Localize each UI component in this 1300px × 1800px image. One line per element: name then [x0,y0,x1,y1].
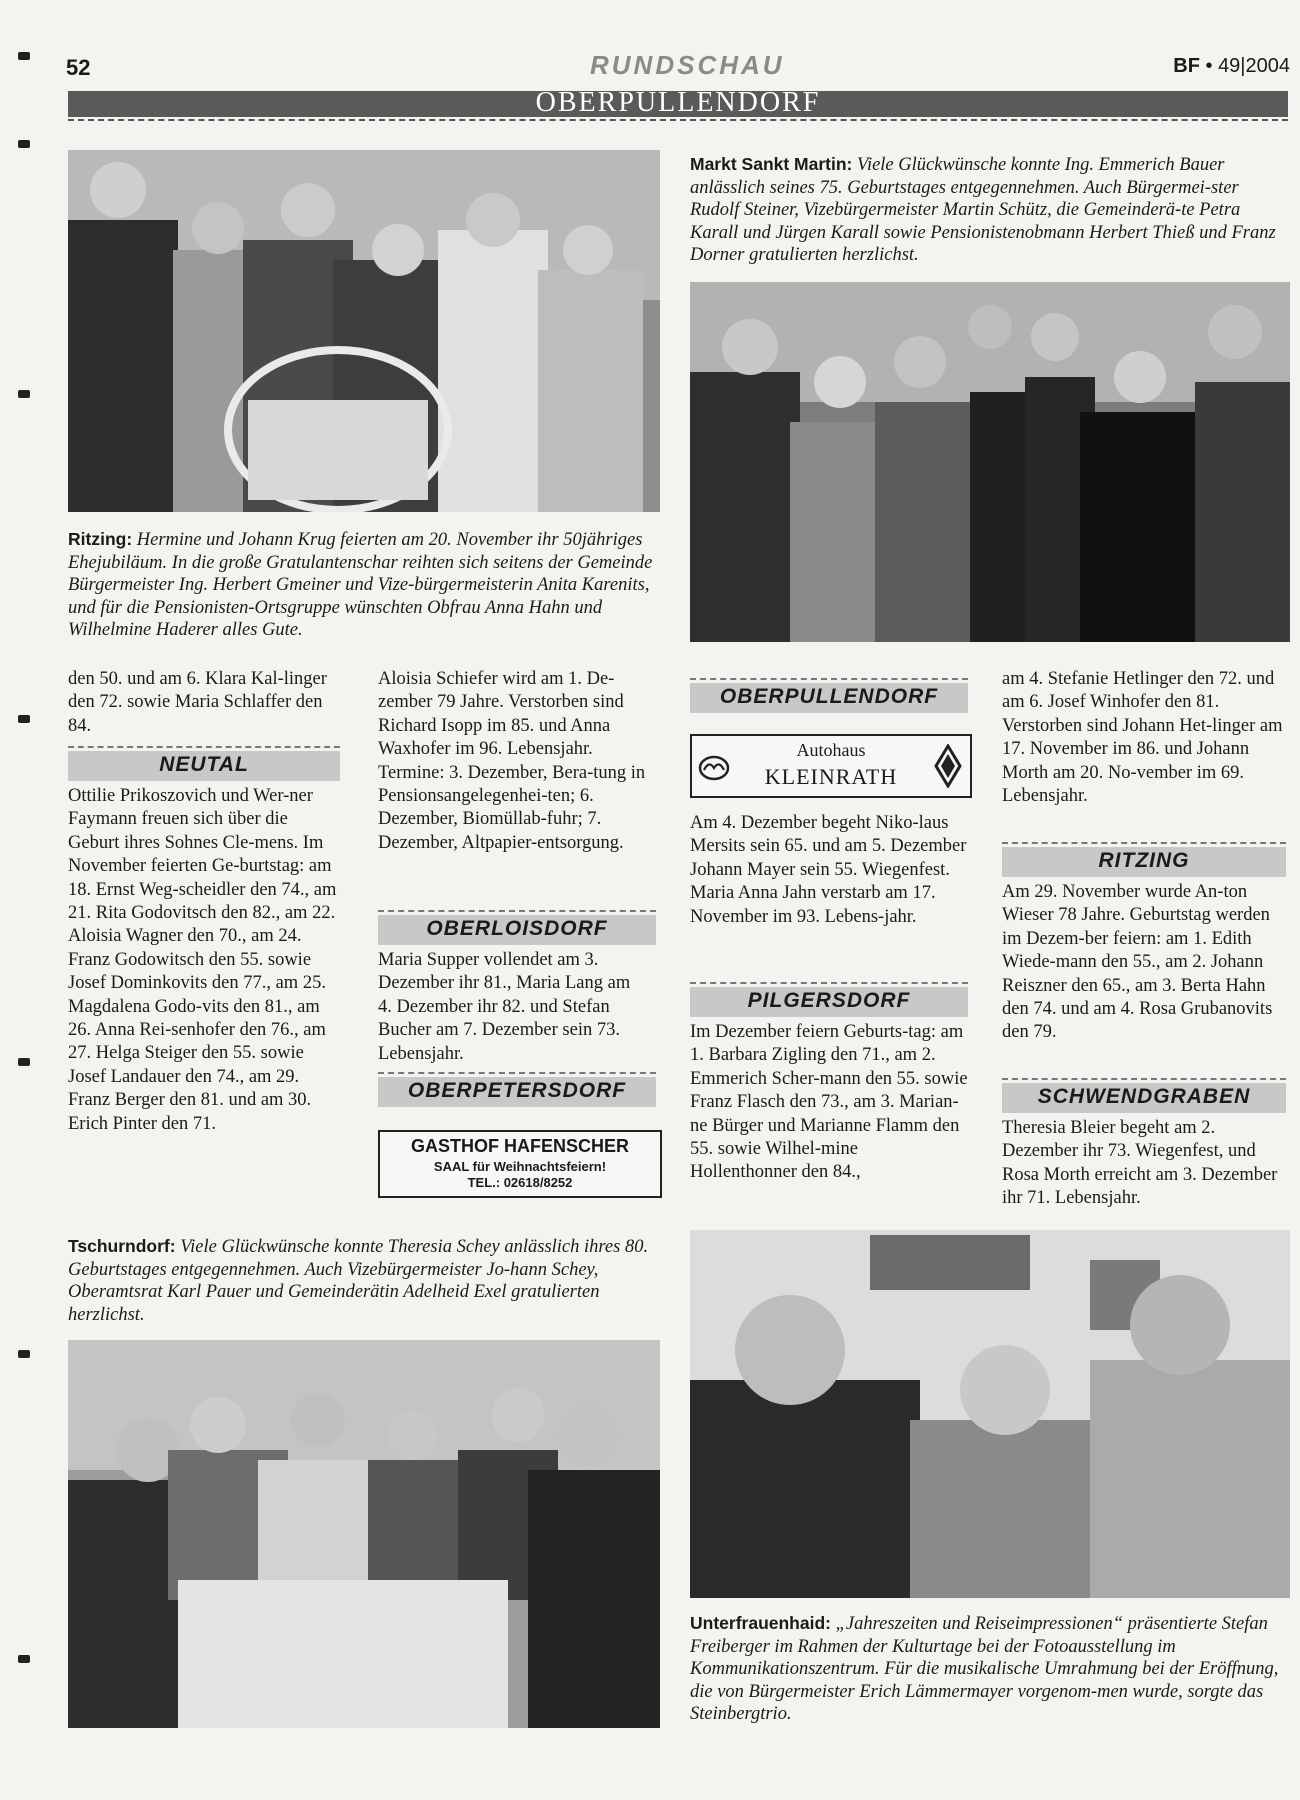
photo-markt-sankt-martin [690,282,1290,642]
column-4 [1002,668,1284,808]
town-header-label: OBERLOISDORF [426,917,608,940]
town-header-label: RITZING [1098,849,1190,872]
masthead: RUNDSCHAU [590,50,785,80]
issue-info [1173,55,1290,78]
column-3-pilgersdorf [690,1021,968,1185]
caption-markt-sankt-martin [690,153,1288,267]
binder-hole [18,1350,30,1358]
caption-ritzing [68,528,660,642]
article-text: Am 4. Dezember begeht Niko-laus Mersits sein 65. und am 5. Dezember Johann Mayer sein 55. Wiegenfest. Maria Anna Jahn verstarb am 17. November im 93. Lebens-jahr. [690,813,967,927]
binder-hole [18,390,30,398]
column-2-oberloisdorf [378,949,648,1066]
caption-place: Unterfrauenhaid: [690,1613,831,1633]
town-header-oberpullendorf [690,678,968,714]
town-header-pilgersdorf [690,982,968,1018]
town-header-label: SCHWENDGRABEN [1037,1085,1251,1108]
town-header-schwendgraben [1002,1078,1286,1114]
caption-text: Hermine und Johann Krug feierten am 20. November ihr 50jähriges Ehejubiläum. In die große Gratulantenschar reihten sich seitens der Gemeinde Bürgermeister Ing. Herbert Gmeiner und Vize-bürgermeisterin Anita Karenits, und für die Pensionisten-Ortsgruppe wünschten Obfrau Anna Hahn und Wilhelmine Haderer alles Gute. [68,530,653,641]
article-text: Ottilie Prikoszovich und Wer-ner Faymann freuen sich über die Geburt ihres Sohnes Cle-mens. Im November feierten Ge-burtstag: am 18. Ernst Weg-scheidler den 74., am 21. Rita Godovitsch den 82., am 22. Aloisia Wagner den 70., am 24. Franz Godowitsch den 55. sowie Josef Dominkovits den 77., am 25. Magdalena Godo-vits den 81., am 26. Anna Rei-senhofer den 76., am 27. Helga Steiger den 55. sowie Josef Landauer den 74., am 29. Franz Berger den 81. und am 30. Erich Pinter den 71. [68,786,337,1134]
caption-tschurndorf [68,1235,658,1326]
binder-hole [18,1058,30,1066]
ad-autohaus-kleinrath [690,734,972,798]
section-title: OBERPULLENDORF [535,87,821,118]
caption-text: „Jahreszeiten und Reiseimpressionen“ präsentierte Stefan Freiberger im Rahmen der Kulturtage bei der Fotoausstellung im Kommunikationszentrum. Für die musikalische Umrahmung bei der Eröffnung, die von Bürgermeister Erich Lämmermayer vorgenom-men wurde, sorgte das Steinbergtrio. [690,1614,1279,1725]
photo-tschurndorf [68,1340,660,1728]
town-header-label: OBERPULLENDORF [719,685,939,708]
town-header-ritzing [1002,842,1286,878]
caption-place: Markt Sankt Martin: [690,154,853,174]
article-text: Theresia Bleier begeht am 2. Dezember ihr 73. Wiegenfest, und Rosa Morth erreicht am 3. Dezember ihr 71. Lebensjahr. [1002,1118,1278,1209]
article-text: den 50. und am 6. Klara Kal-linger den 72. sowie Maria Schlaffer den 84. [68,669,327,736]
section-bar [68,87,1288,118]
column-1 [68,668,338,738]
town-header-label: OBERPETERSDORF [407,1079,627,1102]
caption-place: Tschurndorf: [68,1236,176,1256]
header-divider [68,119,1288,121]
town-header-label: NEUTAL [159,753,249,776]
town-header-oberpetersdorf [378,1072,656,1108]
caption-place: Ritzing: [68,529,133,549]
issue-number: 49|2004 [1218,55,1290,77]
ad-line: SAAL für Weihnachtsfeiern! [433,1159,607,1174]
mazda-logo-icon [698,754,730,782]
caption-unterfrauenhaid [690,1612,1290,1726]
article-text: Im Dezember feiern Geburts-tag: am 1. Barbara Zigling den 71., am 2. Emmerich Scher-mann den 55. sowie Franz Flasch den 73., am 3. Marian-ne Bürger und Marianne Flamm den 55. sowie Wilhel-mine Hollenthonner den 84., [690,1022,968,1183]
article-text: Am 29. November wurde An-ton Wieser 78 Jahre. Geburtstag werden im Dezem-ber feiern: am 1. Edith Wiede-mann den 55., am 2. Johann Reiszner den 65., am 3. Berta Hahn den 74. und am 4. Rosa Grubanovits den 79. [1002,882,1273,1043]
renault-logo-icon [934,744,962,788]
caption-text: Viele Glückwünsche konnte Theresia Schey anlässlich ihres 80. Geburtstages entgegennehmen. Auch Vizebürgermeister Jo-hann Schey, Oberamtsrat Karl Pauer und Gemeinderätin Adelheid Exel gratulierten herzlichst. [68,1237,649,1325]
photo-unterfrauenhaid [690,1230,1290,1598]
article-text: am 4. Stefanie Hetlinger den 72. und am 6. Josef Winhofer den 81. Verstorben sind Johann Het-linger am 17. November im 86. und Johann Morth am 20. No-vember im 69. Lebensjahr. [1002,669,1283,807]
ad-phone: TEL.: 02618/8252 [467,1175,573,1190]
ad-gasthof-hafenscher [378,1130,662,1198]
binder-hole [18,52,30,60]
binder-hole [18,1655,30,1663]
column-3-oberpullendorf [690,812,968,929]
binder-hole [18,715,30,723]
town-header-oberloisdorf [378,910,656,946]
column-1-neutal [68,785,338,1136]
ad-line: Autohaus [796,740,866,760]
photo-ritzing [68,150,660,512]
town-header-neutal [68,746,340,782]
column-2 [378,668,648,855]
column-4-schwendgraben [1002,1117,1284,1211]
issue-brand: BF [1173,55,1200,77]
ad-title: GASTHOF HAFENSCHER [410,1136,629,1156]
article-text: Maria Supper vollendet am 3. Dezember ihr 81., Maria Lang am 4. Dezember ihr 82. und Stefan Bucher am 7. Dezember sein 73. Lebensjahr. [378,950,631,1064]
town-header-label: PILGERSDORF [747,989,911,1012]
caption-text: Viele Glückwünsche konnte Ing. Emmerich Bauer anlässlich seines 75. Geburtstages entgegennehmen. Auch Bürgermei-ster Rudolf Steiner, Vizebürgermeister Martin Schütz, die Gemeinderä-te Petra Karall und Jürgen Karall sowie Pensionistenobmann Herbert Thieß und Franz Dorner gratulierten herzlichst. [690,155,1276,266]
binder-hole [18,140,30,148]
page-number: 52 [66,55,91,80]
column-4-ritzing [1002,881,1284,1045]
ad-title: KLEINRATH [764,764,898,789]
issue-separator: • [1205,55,1213,77]
article-text: Aloisia Schiefer wird am 1. De-zember 79 Jahre. Verstorben sind Richard Isopp im 85. und Anna Waxhofer im 96. Lebensjahr. Termine: 3. Dezember, Bera-tung in Pensionsangelegenhei-ten; 6. Dezember, Biomüllab-fuhr; 7. Dezember, Altpapier-entsorgung. [378,669,646,853]
